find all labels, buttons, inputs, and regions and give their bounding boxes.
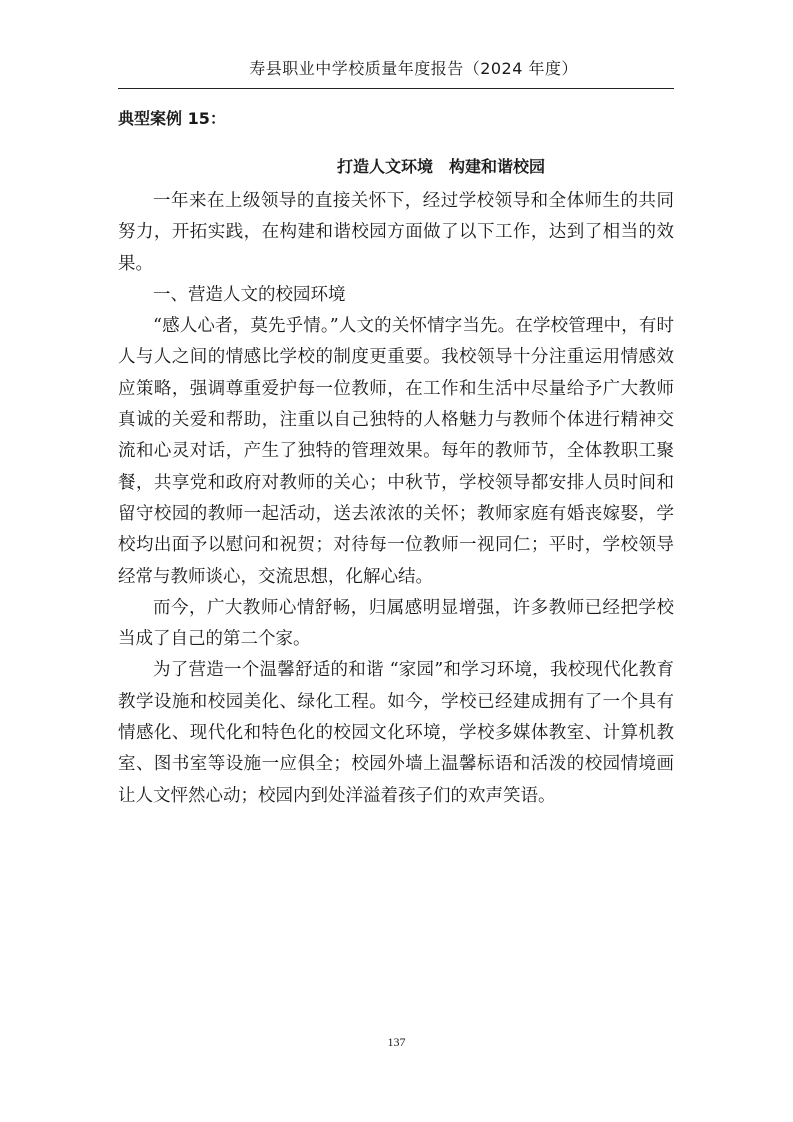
paragraph-environment: 为了营造一个温馨舒适的和谐 “家园”和学习环境，我校现代化教育教学设施和校园美化、绿化工程。如今，学校已经建成拥有了一个具有情感化、现代化和特色化的校园文化环境，学校多媒体教室、计算机教室、图书室等设施一应俱全；校园外墙上温馨标语和活泼的校园情境画让人文怦然心动；校园内到处洋溢着孩子们的欢声笑语。	[118, 660, 674, 806]
section-heading: 一、营造人文的校园环境	[153, 284, 346, 305]
header-divider	[118, 88, 674, 89]
article-body	[118, 186, 674, 812]
paragraph-care: “感人心者，莫先乎情。”人文的关怀情字当先。在学校管理中，有时人与人之间的情感比学校的制度更重要。我校领导十分注重运用情感效应策略，强调尊重爱护每一位教师，在工作和生活中尽量给予广大教师真诚的关爱和帮助，注重以自己独特的人格魅力与教师个体进行精神交流和心灵对话，产生了独特的管理效果。每年的教师节，全体教职工聚餐，共享党和政府对教师的关心；中秋节，学校领导都安排人员时间和留守校园的教师一起活动，送去浓浓的关怀；教师家庭有婚丧嫁娶，学校均出面予以慰问和祝贺；对待每一位教师一视同仁；平时，学校领导经常与教师谈心，交流思想，化解心结。	[118, 316, 674, 587]
paragraph-intro: 一年来在上级领导的直接关怀下，经过学校领导和全体师生的共同努力，开拓实践，在构建和谐校园方面做了以下工作，达到了相当的效果。	[118, 191, 674, 274]
case-label: 典型案例 15：	[118, 109, 226, 128]
page-header: 寿县职业中学校质量年度报告（2024 年度）	[249, 59, 578, 78]
page-number: 137	[387, 1035, 406, 1049]
paragraph-belonging: 而今，广大教师心情舒畅，归属感明显增强，许多教师已经把学校当成了自己的第二个家。	[118, 597, 674, 650]
article-title: 打造人文环境 构建和谐校园	[336, 157, 545, 176]
